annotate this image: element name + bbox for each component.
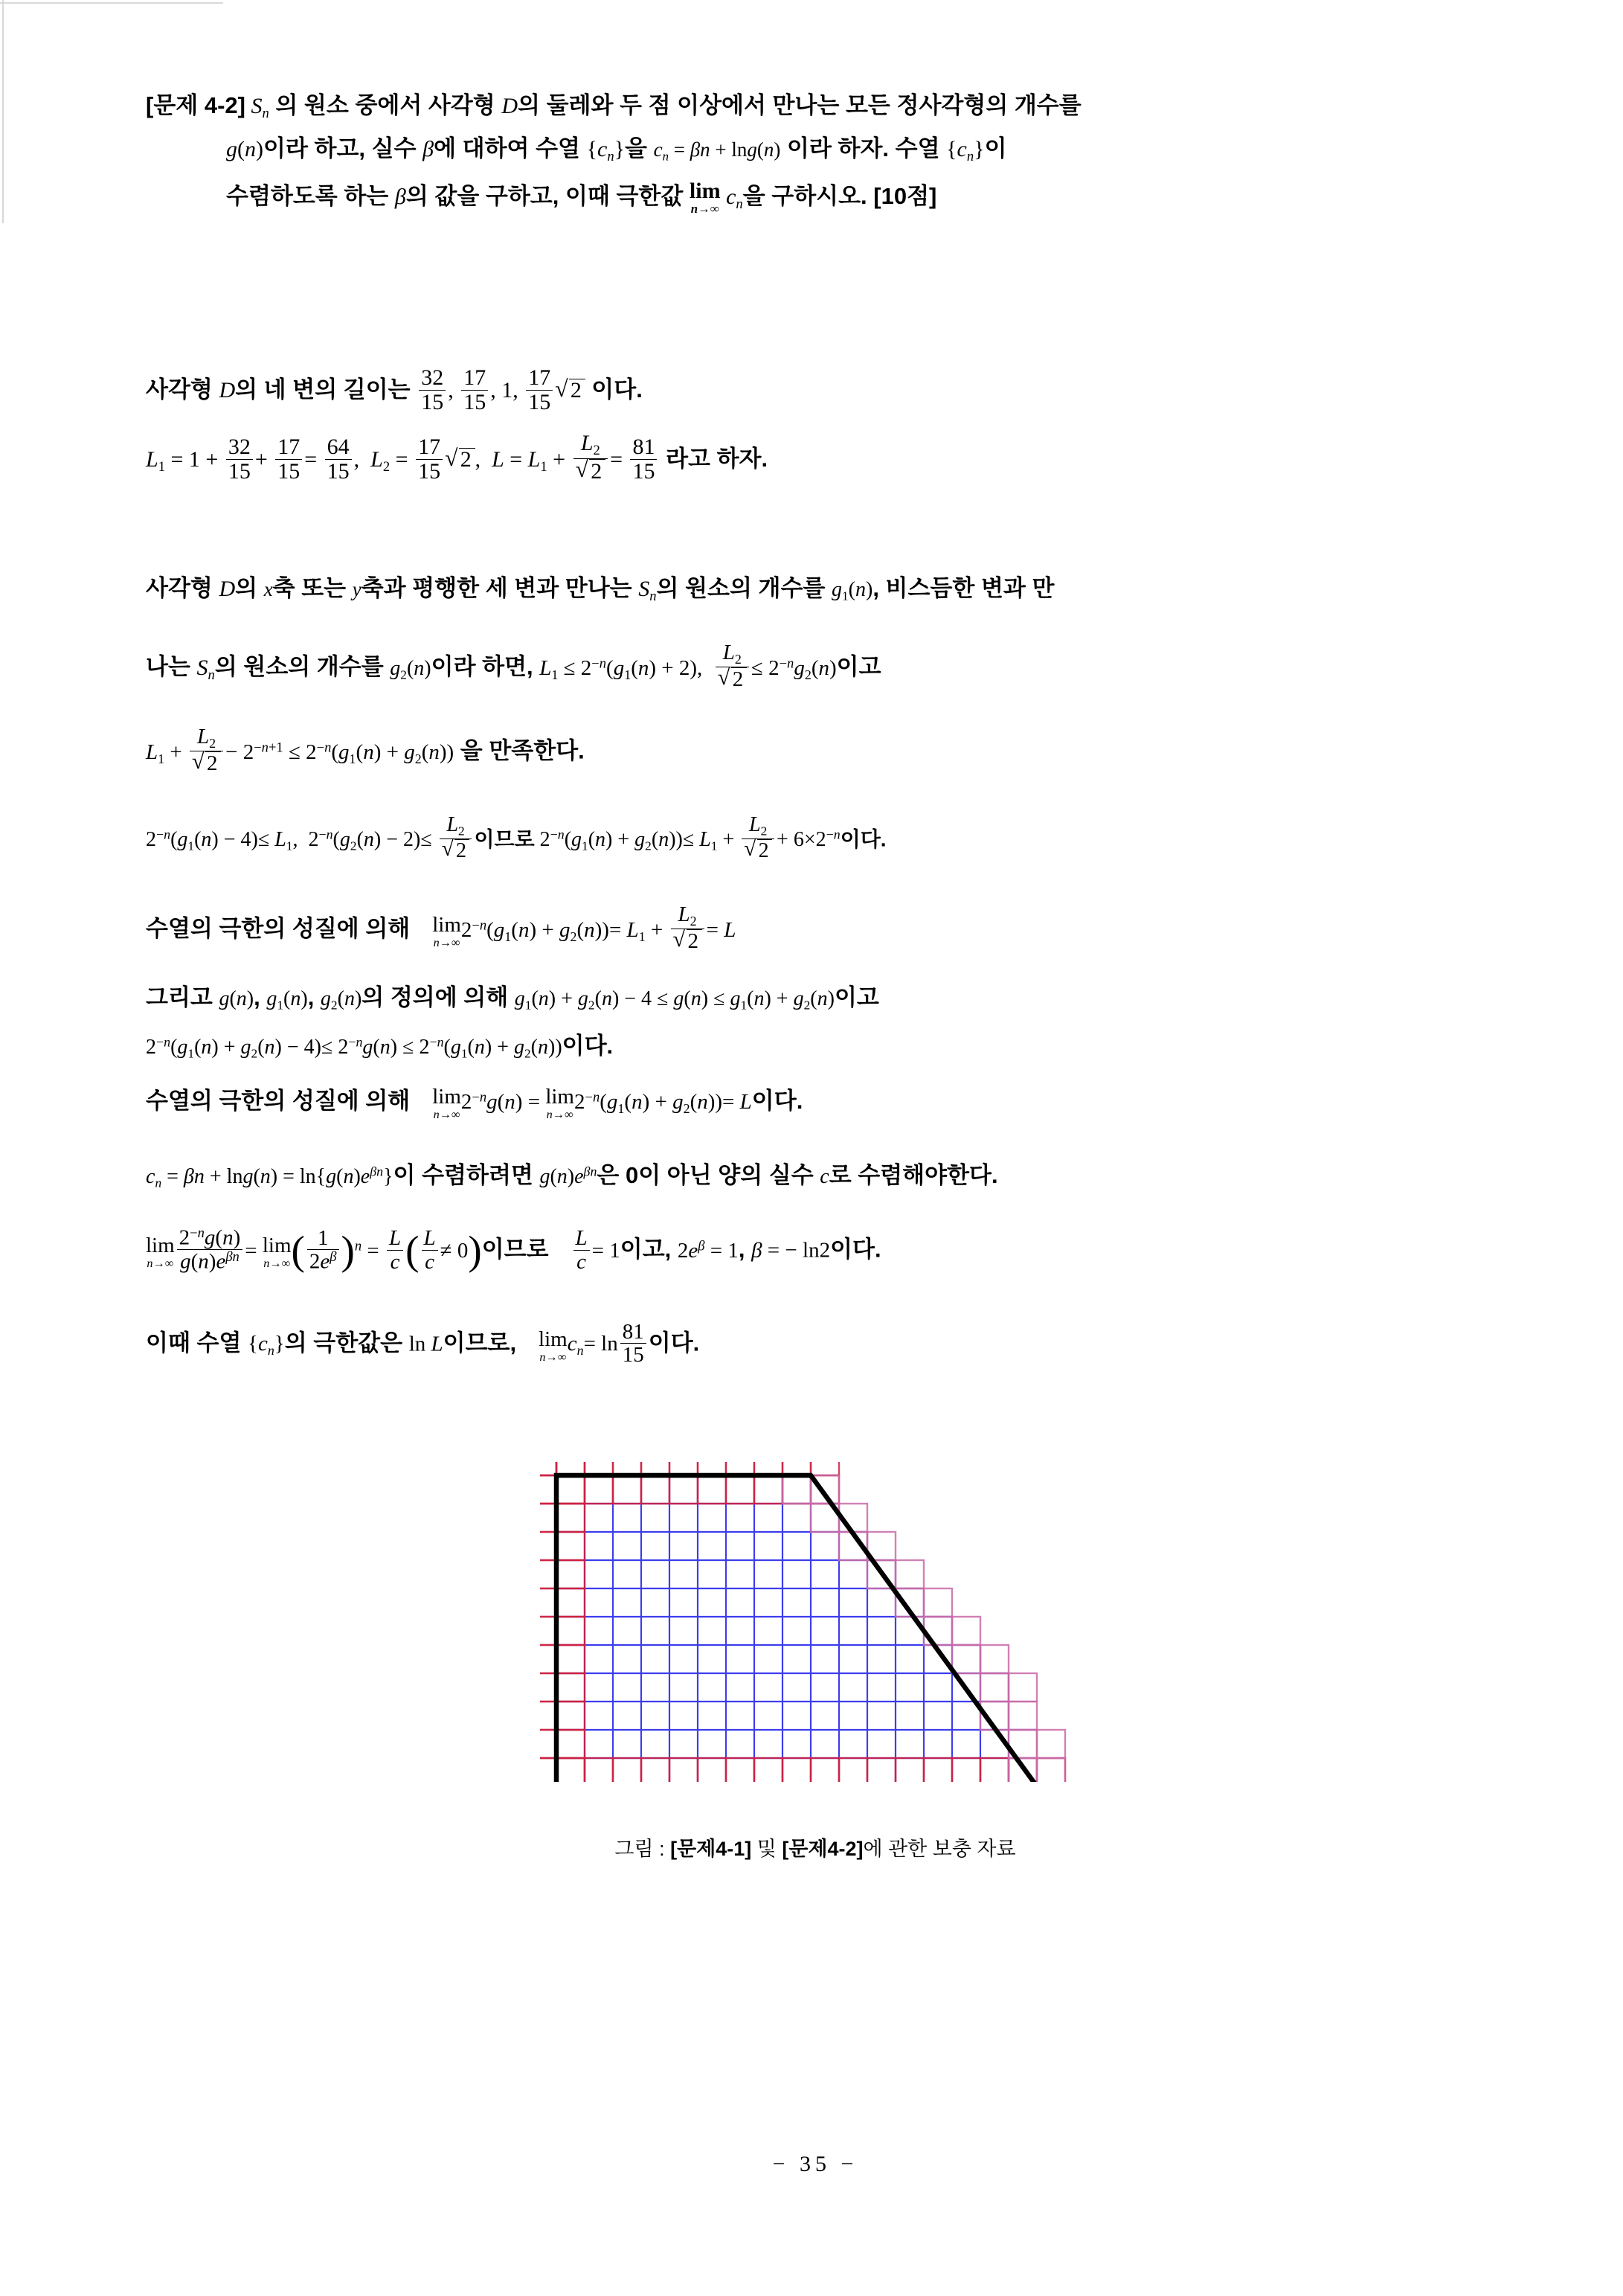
problem-line2-b: 에 대하여 수열	[434, 135, 587, 161]
g1-b: 의	[235, 575, 264, 601]
ratio-c: ,	[738, 1236, 752, 1263]
body-line-satisfy: $L_1$ + $L_2$ √ 2 − $2^{-n+1} \le 2^{-n}(g_1(n) + g_2(n))$ 을 만족한다.	[146, 725, 585, 785]
ratio-b: 이고,	[620, 1236, 678, 1263]
caption-pre: 그림 :	[614, 1838, 671, 1860]
bounds-tail: 이다.	[840, 827, 887, 851]
cn-b: 은 0이 아닌 양의 실수	[597, 1162, 820, 1188]
supplementary-figure	[540, 1462, 1105, 1782]
problem-points: [10점]	[873, 183, 937, 210]
body-line-ratio: lim n→∞ $\frac{2^{-n}g(n)}{g(n)e^{\beta n}}$ = lim n→∞ ( $\frac{1}{2e^\beta}$ )$^n$ = $\frac{L}{c}$ ( $\frac{L}{c}$ ≠ 0)이므로ㅤ $\frac{L}{c}$ = 1이고, $2e^\beta = 1$, β = − ln2이다.	[146, 1225, 881, 1274]
cn-c: 로 수렴해야한다.	[829, 1162, 998, 1188]
caption-problem-4-2: [문제4-2]	[782, 1838, 864, 1860]
satisfy-tail: 을 만족한다.	[454, 737, 585, 764]
body-line-limit2: 수열의 극한의 성질에 의해ㅤ lim n→∞ $2^{-n}g(n)$ = lim n→∞ $2^{-n}(g_1(n) + g_2(n))= L$이다.	[146, 1085, 803, 1121]
g1-e: 의 원소의 개수를	[656, 575, 832, 601]
answer-b: 의 극한값은	[284, 1330, 409, 1356]
page-content	[146, 0, 1485, 2296]
problem-line3-c: 을 구하시오.	[742, 183, 874, 210]
figure-caption	[146, 1832, 1485, 1862]
problem-line3-b: 의 값을 구하고, 이때 극한값	[405, 183, 690, 210]
sides-a: 사각형	[146, 376, 219, 403]
def-e: 이고	[834, 984, 879, 1010]
limit1-a: 수열의 극한의 성질에 의해ㅤ	[146, 915, 433, 942]
problem-line-1: [문제 4-2] $S_n$ 의 원소 중에서 사각형 D의 둘레와 두 점 이상에서 만나는 모든 정사각형의 개수를	[146, 92, 1082, 122]
problem-line-3: 수렴하도록 하는 β의 값을 구하고, 이때 극한값 lim n→∞ $c_n$을 구하시오. [10점]	[226, 179, 937, 216]
limit2-tail: 이다.	[751, 1087, 803, 1114]
body-line-bounds: $2^{-n}(g_1(n) - 4)\le L_1$, $2^{-n}(g_2(n) - 2)\le$ $L_2$ √ 2 이므로 $2^{-n}(g_1(n) + g_2(n))\le L_1$ + $L_2$ √ 2 + $6\times 2^{-n}$이다.	[146, 814, 887, 873]
g2-c: 이라 하면,	[431, 653, 540, 680]
g2-a: 나는	[146, 653, 197, 680]
problem-line2-e: 이	[984, 135, 1007, 161]
figure-grid-svg	[540, 1462, 1105, 1782]
body-line-cn: $c_n = \beta n + \ln g(n) = \ln\{g(n)e^{\beta n}\}$이 수렴하려면 $g(n)e^{\beta n}$은 0이 아닌 양의 실수 c로 수렴해야한다.	[146, 1162, 998, 1190]
g1-d: 축과 평행한 세 변과 만나는	[361, 575, 639, 601]
ratio-a: 이므로ㅤ	[481, 1236, 571, 1263]
sides-c: 이다.	[585, 376, 643, 403]
answer-c: 이므로,ㅤ	[443, 1330, 539, 1356]
problem-line-2: g(n)이라 하고, 실수 β에 대하여 수열 $\{c_n\}$을 $c_n = \beta n + \ln g(n)$ 이라 하자. 수열 $\{c_n\}$이	[226, 135, 1007, 165]
body-line-L: $L_1 = 1$ + $\frac{32}{15}$ + $\frac{17}{15}$ = $\frac{64}{15}$ , $L_2$ = $\frac{17}{15}$ √ 2 , $L = L_1$ + $L_2$ √ 2 = $\frac{81}{15}$ 라고 하자.	[146, 432, 768, 491]
squeeze-tail: 이다.	[562, 1033, 614, 1059]
def-a: 그리고	[146, 984, 219, 1010]
problem-line2-a: 이라 하고, 실수	[263, 135, 423, 161]
body-line-g1: 사각형 D의 x축 또는 y축과 평행한 세 변과 만나는 $S_n$의 원소의 개수를 $g_1(n)$, 비스듬한 변과 만	[146, 575, 1055, 605]
g2-b: 의 원소의 개수를	[214, 653, 391, 680]
body-line-answer: 이때 수열 $\{c_n\}$의 극한값은 ln L이므로,ㅤ lim n→∞ $c_n= \ln$ $\frac{81}{15}$ 이다.	[146, 1320, 700, 1367]
problem-label: [문제 4-2]	[146, 92, 245, 118]
g1-f: , 비스듬한 변과 만	[872, 575, 1055, 601]
body-line-limit1: 수열의 극한의 성질에 의해ㅤ lim n→∞ $2^{-n}(g_1(n) + g_2(n))= L_1$ + $L_2$ √ 2 = L	[146, 903, 736, 970]
body-line-def: 그리고 g(n), $g_1(n)$, $g_2(n)$의 정의에 의해 $g_1(n) + g_2(n) - 4 \le g(n) \le g_1(n) + g_2(n)$이고	[146, 984, 879, 1013]
limit2-a: 수열의 극한의 성질에 의해ㅤ	[146, 1087, 433, 1114]
answer-d: 이다.	[648, 1330, 700, 1356]
problem-line1-pre: 의 원소 중에서 사각형	[269, 92, 502, 118]
caption-mid: 및	[751, 1838, 782, 1860]
caption-post: 에 관한 보충 자료	[863, 1838, 1016, 1860]
page-number: − 35 −	[772, 2152, 858, 2176]
def-c: ,	[307, 984, 321, 1010]
def-b: ,	[254, 984, 267, 1010]
sides-b: 의 네 변의 길이는	[235, 376, 417, 403]
crop-mark-top-left-v	[2, 0, 4, 223]
body-line-sides: 사각형 D의 네 변의 길이는 $\frac{32}{15}$ , $\frac{17}{15}$ , 1, $\frac{17}{15}$ √ 2 이다.	[146, 366, 643, 411]
g1-a: 사각형	[146, 575, 219, 601]
cn-a: 이 수렴하려면	[393, 1162, 540, 1188]
def-d: 의 정의에 의해	[361, 984, 515, 1010]
body-line-squeeze: $2^{-n}(g_1(n) + g_2(n) - 4)\le 2^{-n}g(n) \le 2^{-n}(g_1(n) + g_2(n))$이다.	[146, 1033, 614, 1061]
L-tail: 라고 하자.	[659, 446, 768, 472]
caption-problem-4-1: [문제4-1]	[670, 1838, 752, 1860]
problem-statement	[146, 94, 1485, 223]
answer-a: 이때 수열	[146, 1330, 248, 1356]
problem-line1-mid: 의 둘레와 두 점 이상에서 만나는 모든 정사각형의 개수를	[518, 92, 1082, 118]
ratio-d: 이다.	[830, 1236, 881, 1263]
g1-c: 축 또는	[272, 575, 353, 601]
problem-line3-a: 수렴하도록 하는	[226, 183, 395, 210]
body-line-g2: 나는 $S_n$의 원소의 개수를 $g_2(n)$이라 하면, $L_1 \le 2^{-n}(g_1(n) + 2)$, $L_2$ √ 2 ≤ $2^{-n}g_2(n)$이고	[146, 641, 881, 701]
problem-line2-c: 을	[625, 135, 654, 161]
g2-d: 이고	[836, 653, 881, 680]
bounds-mid: 이므로	[474, 827, 535, 851]
problem-line2-d: 이라 하자. 수열	[780, 135, 947, 161]
